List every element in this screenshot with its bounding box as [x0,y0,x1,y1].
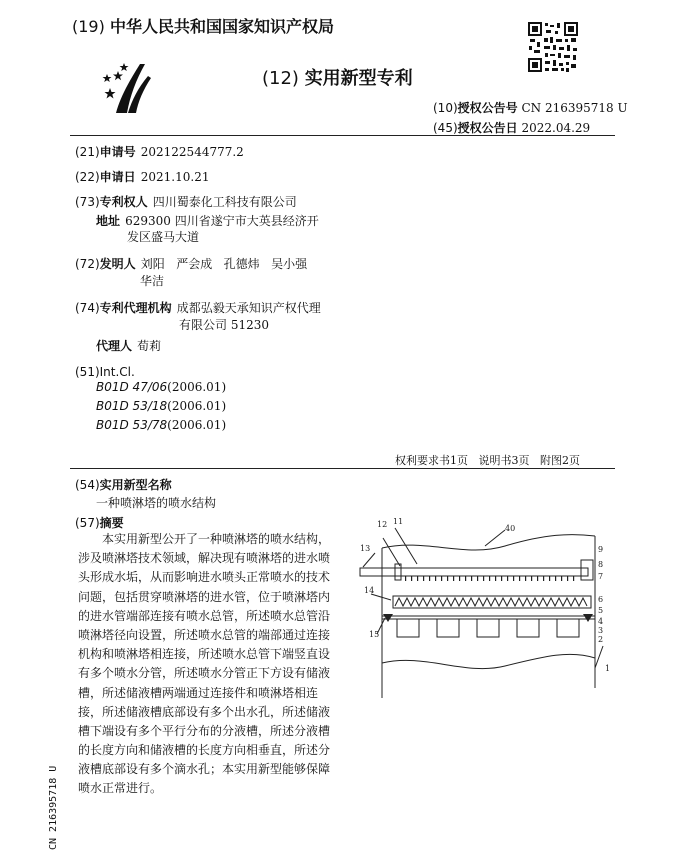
doc-kind [262,64,413,90]
ipc-entry: B01D 53/78(2006.01) [96,418,227,432]
abstract-line: 本实用新型公开了一种喷淋塔的喷水结构， [102,532,331,546]
abstract-line: 有多个喷水分管，所述喷水分管正下方设有储液 [78,666,331,681]
vertical-pub-number: CN 216395718 U [48,765,59,850]
agency-row: (74)专利代理机构 成都弘毅天承知识产权代理 [75,301,321,315]
app-no: 202122544777.2 [140,145,244,159]
ipc-row: (51)Int.Cl. [75,365,135,379]
abstract-figure [355,518,625,708]
figure-label: 8 [598,560,604,569]
abstract-line: 喷淋塔径向设置，所述喷水总管的端部通过连接 [78,627,331,642]
page-counts: 权利要求书1页 说明书3页 附图2页 [395,454,580,467]
abstract-line: 槽，所述储液槽两端通过连接件和喷淋塔相连 [78,685,319,700]
grant-date-row: (45)授权公告日 2022.04.29 [433,121,591,135]
address-line1: 629300 四川省遂宁市大英县经济开 [125,214,319,228]
app-no-row: (21)申请号 202122544777.2 [75,145,244,159]
figure-label: 9 [598,545,604,554]
figure-label: 4 [598,617,604,626]
figure-label: 6 [598,595,604,604]
abstract-line: 涉及喷淋塔技术领域，解决现有喷淋塔的进水喷 [78,551,331,566]
abstract-heading: (57)摘要 [75,516,124,530]
agent: 荀莉 [137,339,162,353]
abstract-line: 接，所述储液槽底部设有多个出水孔，所述储液 [78,704,331,719]
grant-number: CN 216395718 U [521,101,628,115]
figure-label: 15 [369,630,380,639]
title-row: (54)实用新型名称 [75,478,172,492]
figure-label: 1 [605,664,611,673]
figure-label: 7 [598,572,604,581]
office-name: 中华人民共和国国家知识产权局 [109,17,334,36]
filing-date: 2021.10.21 [140,170,210,184]
owner-row: (73)专利权人 四川蜀泰化工科技有限公司 [75,195,297,209]
agency: 成都弘毅天承知识产权代理 [176,301,321,315]
figure-label: 40 [505,524,516,533]
address-row: 地址 629300 四川省遂宁市大英县经济开 [96,214,319,228]
grant-number-row: (10)授权公告号 CN 216395718 U [433,101,628,115]
top-rule [70,135,615,136]
doc-kind-code: (12) [262,68,299,89]
abstract-line: 液槽底部设有多个滴水孔；本实用新型能够保障 [78,762,331,777]
grant-date: 2022.04.29 [521,121,591,135]
figure-label: 11 [393,518,404,526]
office-header [72,14,334,37]
figure-label: 14 [364,586,375,595]
agency-line2: 有限公司 51230 [179,318,269,332]
abstract-line: 槽下端设有多个平行分布的分液槽，所述分液槽 [78,723,331,738]
qr-code [528,22,578,72]
figure-label: 2 [598,635,604,644]
owner: 四川蜀泰化工科技有限公司 [152,195,297,209]
office-code: (19) [72,17,105,36]
inventors: 刘阳 严会成 孔德炜 吴小强 [140,257,308,271]
abstract-line: 的长度方向和储液槽的长度方向相垂直，所述分 [78,743,331,758]
cnipa-logo [98,58,154,116]
abstract-line: 问题，包括贯穿喷淋塔的进水管，位于喷淋塔内 [78,589,331,604]
agent-row: 代理人 荀莉 [96,339,162,353]
figure-label: 12 [377,520,388,529]
abstract-line: 头形成水垢，从而影响进水喷头正常喷水的技术 [78,570,331,585]
filing-date-row: (22)申请日 2021.10.21 [75,170,210,184]
inventor-row: (72)发明人 刘阳 严会成 孔德炜 吴小强 [75,257,308,271]
inventors-line2: 华洁 [140,274,165,288]
ipc-entry: B01D 53/18(2006.01) [96,399,227,413]
figure-label: 3 [598,626,604,635]
middle-rule [70,468,615,469]
doc-kind-title: 实用新型专利 [304,68,413,89]
ipc-entry: B01D 47/06(2006.01) [96,380,227,394]
utility-title: 一种喷淋塔的喷水结构 [96,496,217,510]
figure-label: 13 [360,544,371,553]
abstract-line: 机构和喷淋塔相连接，所述喷水总管下端竖直设 [78,647,331,662]
abstract-line: 的进水管端部连接有喷水总管，所述喷水总管沿 [78,608,331,623]
figure-label: 5 [598,606,604,615]
abstract-text [78,530,343,799]
address-line2: 发区盛马大道 [127,230,200,244]
abstract-line: 喷水正常进行。 [78,781,163,796]
